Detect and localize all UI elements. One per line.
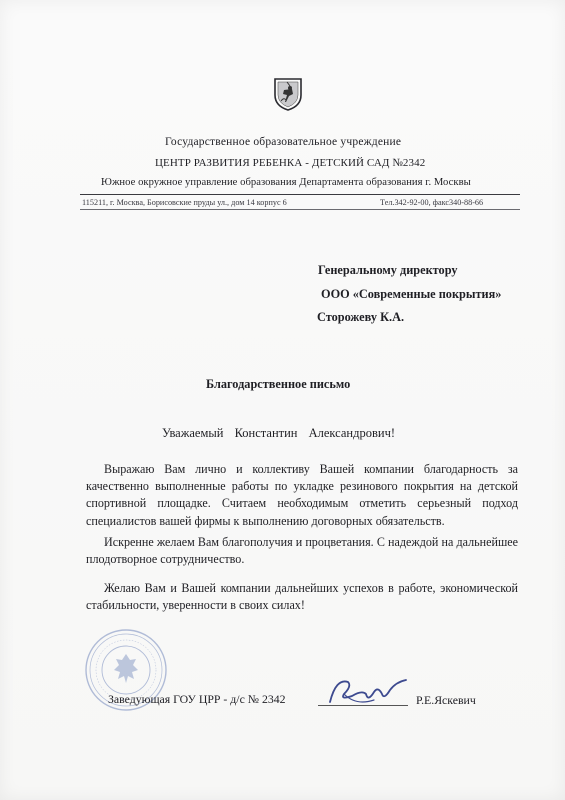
institution-name: ЦЕНТР РАЗВИТИЯ РЕБЕНКА - ДЕТСКИЙ САД №2342	[155, 157, 426, 169]
signatory-name: Р.Е.Яскевич	[416, 693, 476, 707]
letter-paragraph-2: Искренне желаем Вам благополучия и процветания. С надеждой на дальнейшее плодотворное сотрудничество.	[86, 535, 518, 567]
institution-address: 115211, г. Москва, Борисовские пруды ул., дом 14 корпус 6	[82, 198, 287, 207]
letter-salutation: Уважаемый Константин Александрович!	[162, 426, 396, 440]
moscow-coat-of-arms-icon	[273, 75, 303, 111]
letterhead-divider	[80, 194, 520, 195]
handwritten-signature-icon	[322, 672, 412, 712]
letter-paragraph-1: Выражаю Вам лично и коллективу Вашей компании благодарность за качественно выполненные работы по укладке резинового покрытия на детской спортивной площадке. Считаем необходимым отметить серьезный подход специалистов вашей фирмы к выполнению договорных обязательств.	[86, 462, 518, 528]
letter-paragraph-3: Желаю Вам и Вашей компании дальнейших успехов в работе, экономической стабильности, уверенности в своих силах!	[86, 581, 518, 613]
institution-phone-fax: Тел.342-92-00, факс340-88-66	[380, 198, 484, 207]
addressee-position: Генеральному директору	[318, 263, 458, 277]
institution-department: Южное окружное управление образования Департамента образования г. Москвы	[101, 177, 471, 188]
letter-title: Благодарственное письмо	[206, 377, 351, 391]
addressee-name: Сторожеву К.А.	[317, 310, 405, 324]
institution-type: Государственное образовательное учреждение	[165, 136, 402, 148]
addressee-company: ООО «Современные покрытия»	[321, 287, 502, 301]
signatory-position: Заведующая ГОУ ЦРР - д/с № 2342	[108, 692, 286, 706]
letterhead-bottom-rule	[80, 209, 520, 210]
